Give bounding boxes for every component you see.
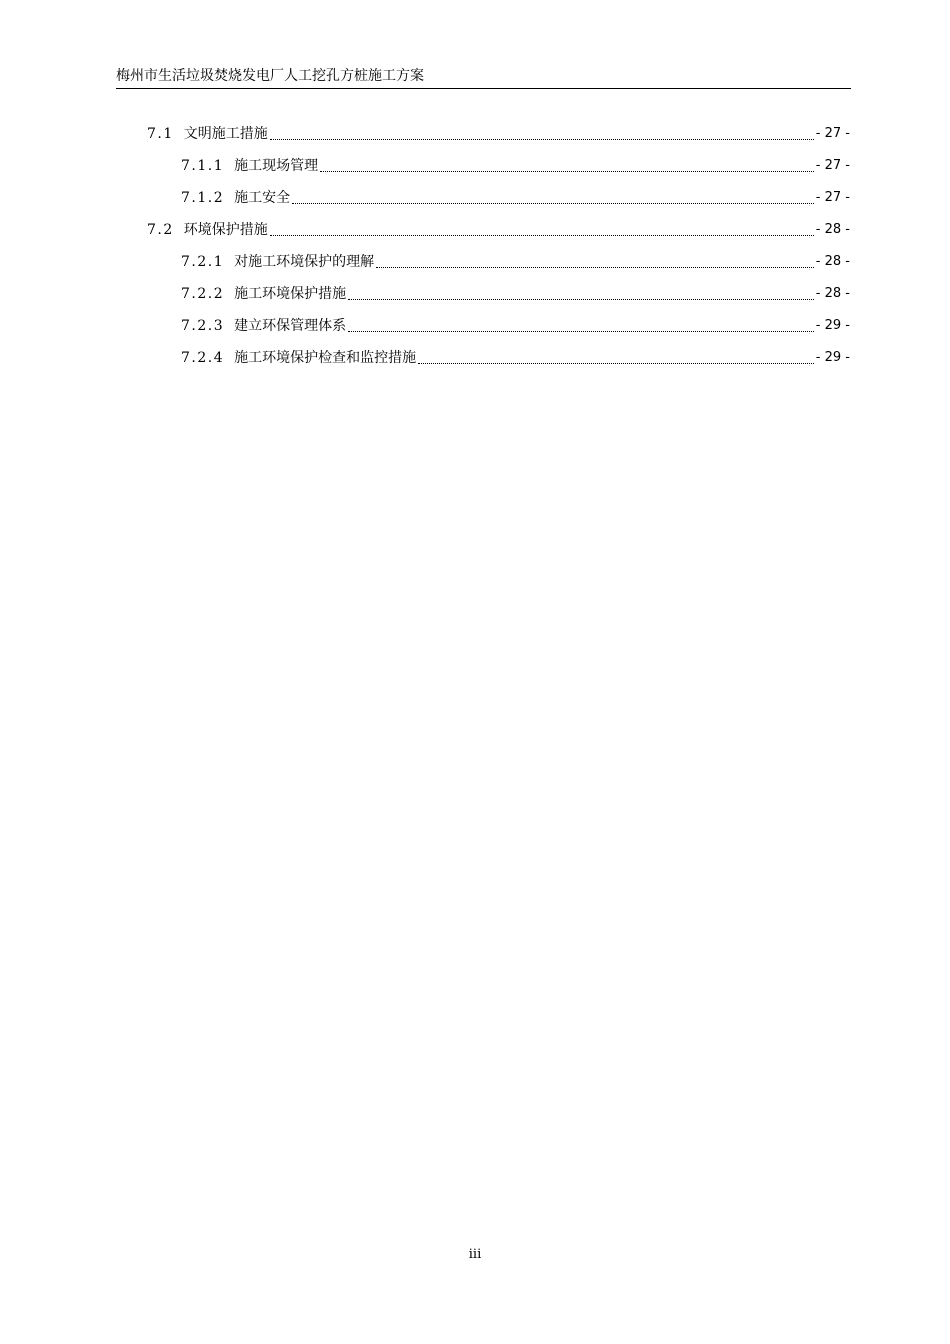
toc-leader-dots xyxy=(348,330,814,332)
toc-entry-page: - 27 - xyxy=(815,126,850,141)
toc-leader-dots xyxy=(376,266,814,268)
page-header xyxy=(116,66,851,89)
toc-leader-dots xyxy=(270,138,814,140)
toc-leader-dots xyxy=(320,170,814,172)
toc-leader-dots xyxy=(292,202,814,204)
toc-entry[interactable] xyxy=(181,248,850,272)
toc-entry-number: 7.1 xyxy=(147,126,174,142)
toc-leader-dots xyxy=(270,234,814,236)
toc-entry[interactable] xyxy=(181,312,850,336)
toc-entry-number: 7.2.1 xyxy=(181,254,225,270)
toc-leader-dots xyxy=(418,362,814,364)
toc-entry-page: - 27 - xyxy=(815,190,850,205)
toc-entry-page: - 28 - xyxy=(815,222,850,237)
toc-entry-title: 环境保护措施 xyxy=(183,222,268,238)
toc-entry-page: - 29 - xyxy=(815,318,850,333)
toc-entry-title: 文明施工措施 xyxy=(183,126,268,142)
page-number: iii xyxy=(468,1247,482,1262)
toc-entry-title: 施工环境保护措施 xyxy=(234,286,347,302)
toc-entry-number: 7.2.4 xyxy=(181,350,225,366)
toc-entry[interactable] xyxy=(181,184,850,208)
document-title: 梅州市生活垃圾焚烧发电厂人工挖孔方桩施工方案 xyxy=(116,68,424,84)
toc-entry-number: 7.1.1 xyxy=(181,158,225,174)
toc-entry[interactable] xyxy=(181,344,850,368)
toc-entry-title: 施工现场管理 xyxy=(234,158,319,174)
toc-entry-number: 7.2.2 xyxy=(181,286,225,302)
toc-entry-page: - 28 - xyxy=(815,286,850,301)
toc-entry-number: 7.2 xyxy=(147,222,174,238)
page-footer xyxy=(0,1247,950,1262)
toc-leader-dots xyxy=(348,298,814,300)
toc-entry-number: 7.2.3 xyxy=(181,318,225,334)
toc-entry-number: 7.1.2 xyxy=(181,190,225,206)
toc-entry-title: 对施工环境保护的理解 xyxy=(234,254,375,270)
toc-entry-title: 施工安全 xyxy=(234,190,291,206)
toc-entry[interactable] xyxy=(147,216,850,240)
toc-entry-page: - 29 - xyxy=(815,350,850,365)
toc-entry[interactable] xyxy=(181,152,850,176)
toc-entry[interactable] xyxy=(147,120,850,144)
toc-entry-title: 施工环境保护检查和监控措施 xyxy=(234,350,417,366)
toc-entry-page: - 28 - xyxy=(815,254,850,269)
toc-entry-title: 建立环保管理体系 xyxy=(234,318,347,334)
toc-entry[interactable] xyxy=(181,280,850,304)
toc-entry-page: - 27 - xyxy=(815,158,850,173)
